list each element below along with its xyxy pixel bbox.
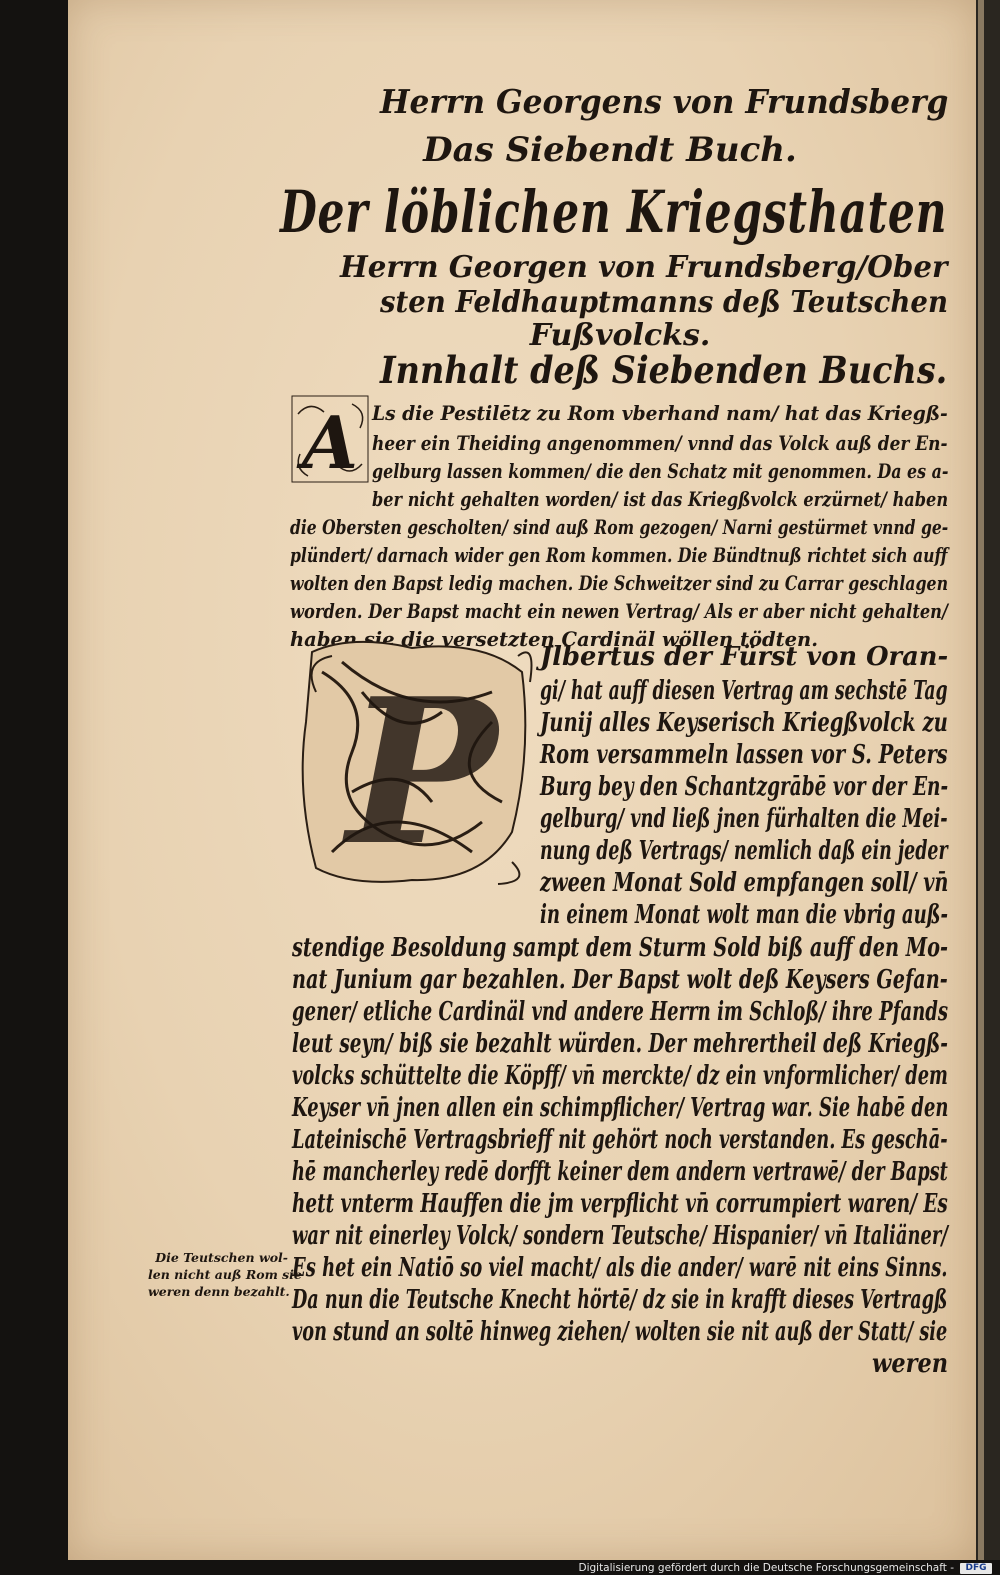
body-line: in einem Monat wolt man die vbrig auß-	[540, 900, 949, 930]
body-line: Da nun die Teutsche Knecht hörtē/ dz sie in krafft dieses Vertragß	[292, 1285, 948, 1315]
initial-p-letter: P	[346, 655, 498, 890]
body-line: Burg bey den Schantzgrābē vor der En-	[540, 772, 949, 802]
body-line: Keyser vn̄ jnen allen ein schimpflicher/ Vertrag war. Sie habē den	[292, 1093, 949, 1123]
main-heading: Der löblichen Kriegsthaten	[280, 178, 948, 246]
book-title: Das Siebendt Buch.	[423, 130, 797, 170]
margin-note-line: weren denn bezahlt.	[148, 1284, 290, 1299]
body-line: volcks schüttelte die Köpff/ vn̄ merckte/ dz ein vnformlicher/ dem	[292, 1061, 948, 1091]
body-line: nat Junium gar bezahlen. Der Bapst wolt deß Keysers Gefan-	[292, 965, 948, 995]
margin-note-line: Die Teutschen wol-	[155, 1250, 288, 1265]
subtitle-line: Fußvolcks.	[529, 318, 711, 353]
margin-note-line: len nicht auß Rom sie	[148, 1267, 302, 1282]
body-line: Es het ein Natiō so viel macht/ als die ander/ warē nit eins Sinns.	[292, 1253, 948, 1283]
subtitle-line: sten Feldhauptmanns deß Teutschen	[380, 285, 948, 320]
body-line: war nit einerley Volck/ sondern Teutsche/ Hispanier/ vn̄ Italiäner/	[292, 1221, 948, 1251]
body-line: Jlbertus der Fürst von Oran-	[540, 642, 949, 672]
running-head: Herrn Georgens von Frundsberg	[380, 82, 949, 121]
initial-a-letter: A	[302, 400, 358, 484]
body-line: zween Monat Sold empfangen soll/ vn̄	[540, 868, 949, 898]
body-line: gelburg/ vnd ließ jnen fürhalten die Mei-	[540, 804, 948, 834]
body-line: leut seyn/ biß sie bezahlt würden. Der mehrertheil deß Kriegß-	[292, 1029, 948, 1059]
decorated-initial-p	[292, 632, 537, 892]
next-page-edge	[978, 0, 984, 1560]
funding-notice: Digitalisierung gefördert durch die Deutsche Forschungsgemeinschaft -	[578, 1562, 954, 1574]
dfg-logo: DFG	[960, 1563, 992, 1574]
body-line: nung deß Vertrags/ nemlich daß ein jeder	[540, 836, 948, 866]
body-line: hett vnterm Hauffen die jm verpflicht vn̄ corrumpiert waren/ Es	[292, 1189, 948, 1219]
summary-line: plündert/ darnach wider gen Rom kommen. Die Bündtnuß richtet sich auff	[290, 544, 948, 567]
body-line: gener/ etliche Cardinäl vnd andere Herrn im Schloß/ ihre Pfands	[292, 997, 949, 1027]
body-line: stendige Besoldung sampt dem Sturm Sold biß auff den Mo-	[292, 933, 949, 963]
summary-line: die Obersten gescholten/ sind auß Rom gezogen/ Narni gestürmet vnnd ge-	[290, 516, 949, 539]
decorated-initial-a	[290, 394, 370, 484]
summary-line: ber nicht gehalten worden/ ist das Kriegßvolck erzürnet/ haben	[372, 488, 949, 511]
summary-line: worden. Der Bapst macht ein newen Vertrag/ Als er aber nicht gehalten/	[290, 600, 948, 623]
subtitle-line: Herrn Georgen von Frundsberg/Ober	[340, 250, 948, 285]
body-line: gi/ hat auff diesen Vertrag am sechstē Tag	[540, 676, 948, 706]
body-line: Junij alles Keyserisch Kriegßvolck zu	[540, 708, 948, 738]
summary-line: Ls die Pestilētz zu Rom vberhand nam/ hat das Kriegß-	[372, 402, 948, 425]
body-line: Rom versammeln lassen vor S. Peters	[540, 740, 948, 770]
contents-heading: Innhalt deß Siebenden Buchs.	[380, 348, 948, 392]
summary-line: wolten den Bapst ledig machen. Die Schweitzer sind zu Carrar geschlagen	[290, 572, 949, 595]
summary-line: heer ein Theiding angenommen/ vnnd das Volck auß der En-	[372, 432, 948, 455]
summary-line: haben sie die versetzten Cardinäl wöllen tödten.	[290, 628, 818, 651]
body-line: Lateinischē Vertragsbrieff nit gehört noch verstanden. Es geschā-	[292, 1125, 948, 1155]
summary-line: gelburg lassen kommen/ die den Schatz mit genommen. Da es a-	[372, 460, 949, 483]
body-line: hē mancherley redē dorfft keiner dem andern vertrawē/ der Bapst	[292, 1157, 948, 1187]
body-line: von stund an soltē hinweg ziehen/ wolten sie nit auß der Statt/ sie	[292, 1317, 948, 1347]
catchword: weren	[872, 1349, 949, 1379]
